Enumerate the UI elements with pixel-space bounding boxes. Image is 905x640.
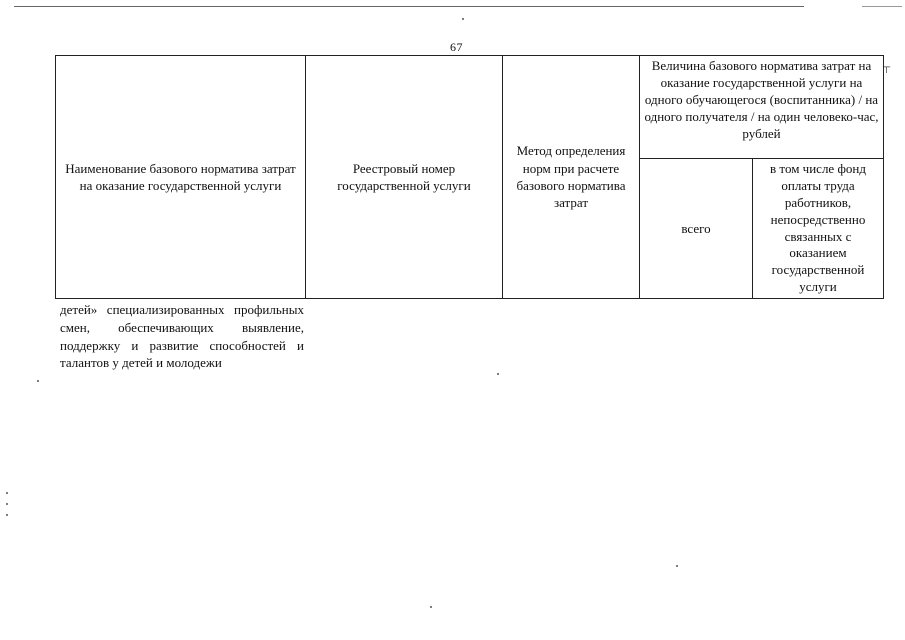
scan-speck xyxy=(6,514,8,516)
subheader-total: всего xyxy=(640,159,753,299)
continuation-text: детей» специализированных профильных смен, обеспечивающих выявление, поддержку и развитие способностей и талантов у детей и молодежи xyxy=(60,302,304,371)
scan-speck xyxy=(6,492,8,494)
scan-speck xyxy=(430,606,432,608)
subheader-wage-fund: в том числе фонд оплаты труда работников, непосредственно связанных с оказанием государственной услуги xyxy=(753,159,884,299)
header-norm-value: Величина базового норматива затрат на оказание государственной услуги на одного обучающегося (воспитанника) / на одного получателя / на один человеко-час, рублей xyxy=(640,56,884,159)
margin-mark: ┬ xyxy=(883,62,891,73)
scan-speck xyxy=(462,18,464,20)
top-rule xyxy=(14,6,804,7)
page-number: 67 xyxy=(450,40,463,54)
scan-speck xyxy=(37,380,39,382)
top-rule-fragment xyxy=(862,6,902,7)
scan-speck xyxy=(6,503,8,505)
header-calculation-method: Метод определения норм при расчете базового норматива затрат xyxy=(503,56,640,299)
header-cost-norm-name: Наименование базового норматива затрат на оказание государственной услуги xyxy=(56,56,306,299)
header-registry-number: Реестровый номер государственной услуги xyxy=(306,56,503,299)
scan-speck xyxy=(497,373,499,375)
scan-speck xyxy=(676,565,678,567)
norm-table xyxy=(55,55,884,299)
